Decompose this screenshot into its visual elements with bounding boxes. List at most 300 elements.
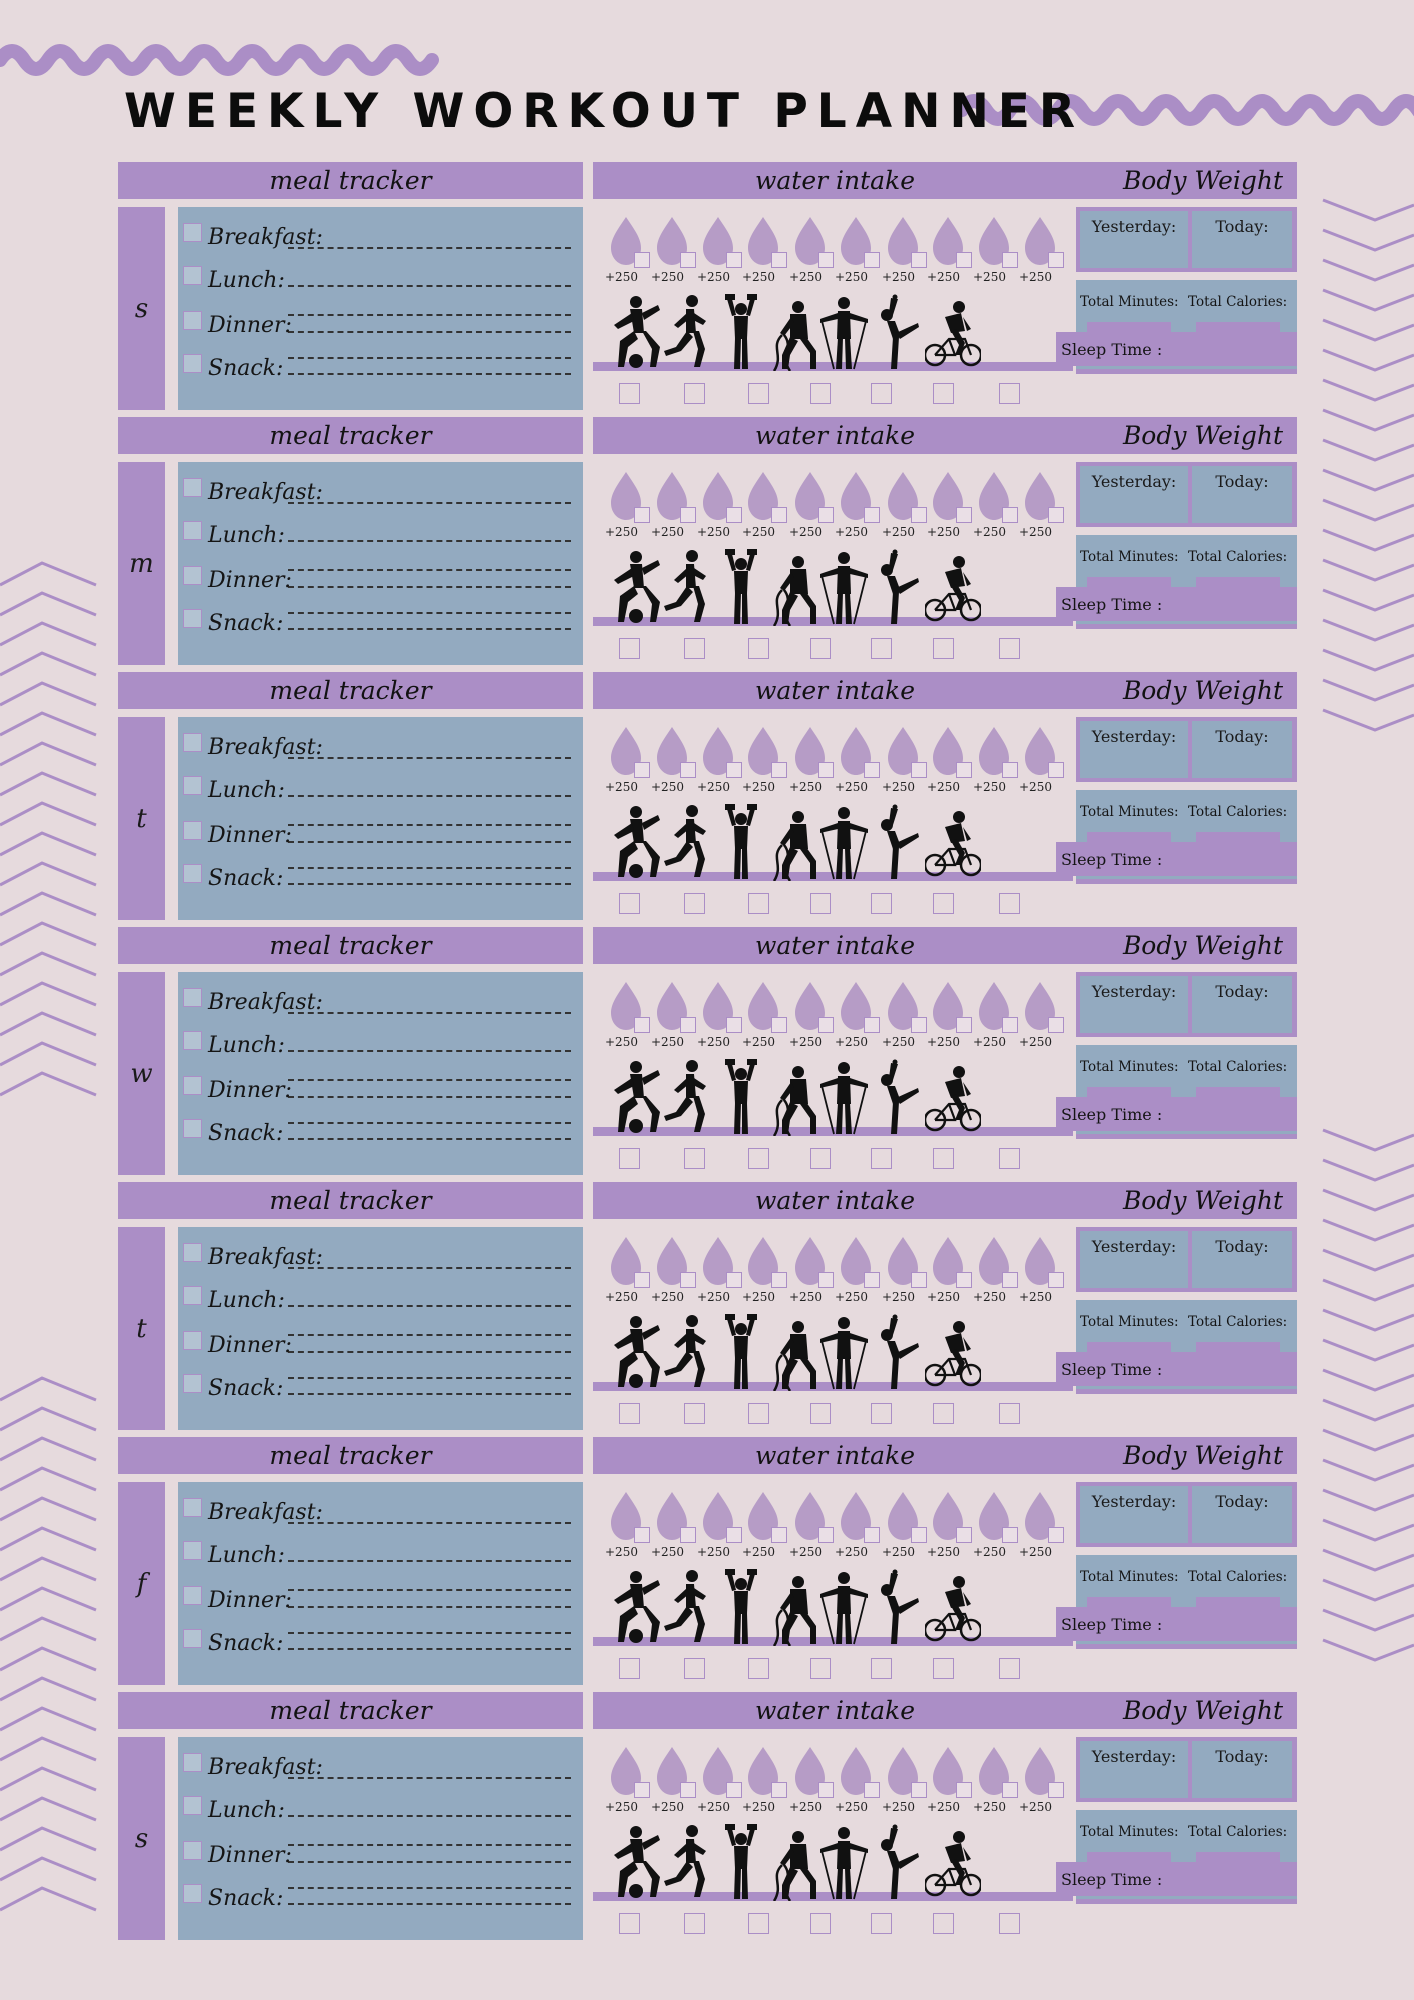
yesterday-label: Yesterday: [1091,727,1177,746]
water-checkbox[interactable] [956,507,972,523]
meal-checkbox[interactable] [183,1331,202,1350]
meal-label: Dinner: [208,1842,292,1868]
running-icon [656,1058,712,1136]
water-drop-icon [789,1745,828,1814]
exercise-checkbox[interactable] [748,1403,769,1424]
water-intake-label: water intake [754,676,916,705]
water-checkbox[interactable] [1048,1272,1064,1288]
exercise-checkbox[interactable] [933,893,954,914]
water-checkbox[interactable] [956,1017,972,1033]
dumbbell-press-icon [713,548,769,626]
page-title: WEEKLY WORKOUT PLANNER [124,84,1085,139]
meal-checkbox[interactable] [183,266,202,285]
water-checkbox[interactable] [911,507,927,523]
meal-tracker-label: meal tracker [269,1186,432,1215]
water-checkbox[interactable] [726,762,742,778]
water-checkbox[interactable] [771,252,787,268]
water-checkbox[interactable] [680,1782,696,1798]
meal-tracker-header [118,672,583,709]
exercise-checkbox[interactable] [619,638,640,659]
meal-checkbox[interactable] [183,1119,202,1138]
battle-ropes-icon [766,1313,822,1391]
meal-checkbox[interactable] [183,521,202,540]
exercise-checkbox[interactable] [748,1658,769,1679]
water-exercise-area [593,1737,1073,1940]
water-checkbox[interactable] [1048,1527,1064,1543]
exercise-checkbox[interactable] [810,383,831,404]
water-amount-label: +250 [973,1290,1006,1304]
water-checkbox[interactable] [634,1272,650,1288]
exercise-checkbox[interactable] [748,1913,769,1934]
meal-checkbox[interactable] [183,1031,202,1050]
water-checkbox[interactable] [1048,507,1064,523]
body-weight-label: Body Weight [1122,676,1284,705]
water-checkbox[interactable] [818,1527,834,1543]
exercise-checkbox[interactable] [871,1913,892,1934]
today-weight-field[interactable] [1192,1231,1292,1288]
meal-row [183,607,578,639]
meal-row [183,564,578,596]
water-checkbox[interactable] [634,1017,650,1033]
meal-row [183,1372,578,1404]
today-weight-field[interactable] [1192,1741,1292,1798]
water-checkbox[interactable] [956,1527,972,1543]
meal-label: Dinner: [208,1332,292,1358]
sleep-time-field[interactable] [1056,587,1297,621]
yesterday-weight-field[interactable] [1080,976,1188,1033]
water-checkbox[interactable] [634,252,650,268]
day-block-2 [118,672,1298,922]
water-checkbox[interactable] [864,762,880,778]
water-checkbox[interactable] [864,1017,880,1033]
today-label: Today: [1215,727,1269,746]
water-amount-label: +250 [651,1545,684,1559]
exercise-checkbox[interactable] [684,638,705,659]
exercise-checkbox[interactable] [810,638,831,659]
water-checkbox[interactable] [1048,252,1064,268]
water-drop-icon [927,1235,966,1304]
exercise-checkbox[interactable] [999,383,1020,404]
yesterday-label: Yesterday: [1091,1747,1177,1766]
yesterday-weight-field[interactable] [1080,211,1188,268]
exercise-checkbox[interactable] [933,638,954,659]
exercise-checkbox[interactable] [999,1148,1020,1169]
exercise-checkbox[interactable] [871,1403,892,1424]
water-checkbox[interactable] [956,252,972,268]
meal-row [183,1539,578,1571]
water-drop-icon [882,215,921,284]
exercise-checkbox[interactable] [871,383,892,404]
sleep-time-field[interactable] [1056,332,1297,366]
meal-row [183,1329,578,1361]
exercise-checkbox[interactable] [933,1403,954,1424]
water-checkbox[interactable] [818,1782,834,1798]
total-calories-label: Total Calories: [1188,1824,1288,1840]
exercise-checkbox[interactable] [684,383,705,404]
exercise-checkbox[interactable] [999,1658,1020,1679]
exercise-checkbox[interactable] [871,1658,892,1679]
water-amount-label: +250 [1019,780,1052,794]
water-checkbox[interactable] [1002,762,1018,778]
water-drop-icon [697,470,736,539]
meal-row [183,1751,578,1783]
exercise-checkbox[interactable] [684,1658,705,1679]
sleep-time-field[interactable] [1056,1607,1297,1641]
water-amount-label: +250 [882,1035,915,1049]
day-block-6 [118,1692,1298,1942]
yesterday-weight-field[interactable] [1080,721,1188,778]
water-drop-icon [605,470,644,539]
meal-panel [178,1227,583,1430]
water-amount-label: +250 [927,1035,960,1049]
exercise-checkbox[interactable] [810,1658,831,1679]
meal-label: Breakfast: [208,734,323,760]
water-checkbox[interactable] [911,252,927,268]
meal-row [183,1074,578,1106]
today-weight-field[interactable] [1192,466,1292,523]
exercise-checkbox[interactable] [619,893,640,914]
meal-row [183,731,578,763]
meal-checkbox[interactable] [183,1541,202,1560]
water-amount-label: +250 [882,1545,915,1559]
meal-checkbox[interactable] [183,1374,202,1393]
meal-tracker-label: meal tracker [269,166,432,195]
exercise-checkbox[interactable] [684,1148,705,1169]
water-checkbox[interactable] [1002,1782,1018,1798]
meal-checkbox[interactable] [183,1796,202,1815]
battle-ropes-icon [766,1568,822,1646]
water-checkbox[interactable] [956,762,972,778]
water-amount-label: +250 [789,525,822,539]
exercise-checkbox[interactable] [619,1913,640,1934]
exercise-checkbox[interactable] [933,1148,954,1169]
meal-checkbox[interactable] [183,566,202,585]
meal-checkbox[interactable] [183,1498,202,1517]
yesterday-weight-field[interactable] [1080,466,1188,523]
exercise-checkbox[interactable] [748,638,769,659]
body-weight-label: Body Weight [1122,1696,1284,1725]
water-checkbox[interactable] [680,252,696,268]
body-weight-panel [1076,1227,1297,1292]
water-checkbox[interactable] [864,252,880,268]
water-amount-label: +250 [605,270,638,284]
meal-checkbox[interactable] [183,609,202,628]
meal-checkbox[interactable] [183,1076,202,1095]
exercise-checkbox[interactable] [619,383,640,404]
water-checkbox[interactable] [1048,1017,1064,1033]
water-weight-header [593,672,1297,709]
water-drop-icon [927,1490,966,1559]
today-weight-field[interactable] [1192,721,1292,778]
meal-checkbox[interactable] [183,1243,202,1262]
water-intake-label: water intake [754,1186,916,1215]
exercise-checkbox[interactable] [810,893,831,914]
water-amount-label: +250 [835,1035,868,1049]
water-checkbox[interactable] [864,1782,880,1798]
water-checkbox[interactable] [680,1272,696,1288]
kettlebell-squat-icon [606,1823,662,1901]
today-label: Today: [1215,1747,1269,1766]
water-amount-label: +250 [882,525,915,539]
water-drop-icon [742,1490,781,1559]
water-checkbox[interactable] [726,1527,742,1543]
water-checkbox[interactable] [771,1017,787,1033]
water-amount-label: +250 [1019,1035,1052,1049]
yesterday-label: Yesterday: [1091,472,1177,491]
water-amount-label: +250 [973,1545,1006,1559]
meal-checkbox[interactable] [183,821,202,840]
water-drop-icon [927,980,966,1049]
water-amount-label: +250 [789,1035,822,1049]
water-checkbox[interactable] [634,762,650,778]
today-weight-field[interactable] [1192,211,1292,268]
water-checkbox[interactable] [818,762,834,778]
meal-row [183,774,578,806]
water-checkbox[interactable] [680,762,696,778]
water-drop-icon [605,215,644,284]
water-checkbox[interactable] [1048,1782,1064,1798]
left-chevrons-bottom [0,1378,96,1910]
meal-checkbox[interactable] [183,1629,202,1648]
water-checkbox[interactable] [1002,507,1018,523]
yesterday-weight-field[interactable] [1080,1486,1188,1543]
water-checkbox[interactable] [911,1017,927,1033]
water-checkbox[interactable] [1002,252,1018,268]
meal-tracker-label: meal tracker [269,1441,432,1470]
water-drop-icon [651,470,690,539]
exercise-checkbox[interactable] [810,1403,831,1424]
water-checkbox[interactable] [864,1527,880,1543]
meal-checkbox[interactable] [183,1753,202,1772]
water-amount-label: +250 [742,1290,775,1304]
yesterday-weight-field[interactable] [1080,1741,1188,1798]
exercise-checkbox[interactable] [684,1913,705,1934]
water-checkbox[interactable] [1002,1527,1018,1543]
water-weight-header [593,417,1297,454]
total-minutes-label: Total Minutes: [1080,804,1179,820]
water-drop-icon [605,1490,644,1559]
sleep-time-field[interactable] [1056,1862,1297,1896]
battle-ropes-icon [766,1058,822,1136]
water-amount-label: +250 [882,270,915,284]
body-weight-panel [1076,1482,1297,1547]
meal-label: Dinner: [208,822,292,848]
water-checkbox[interactable] [771,1527,787,1543]
water-checkbox[interactable] [634,1782,650,1798]
water-amount-label: +250 [742,1800,775,1814]
total-minutes-label: Total Minutes: [1080,294,1179,310]
exercise-checkbox[interactable] [999,1403,1020,1424]
exercise-checkbox[interactable] [619,1658,640,1679]
sleep-time-field[interactable] [1056,1097,1297,1131]
water-intake-label: water intake [754,421,916,450]
meal-checkbox[interactable] [183,311,202,330]
exercise-checkbox[interactable] [684,893,705,914]
water-checkbox[interactable] [956,1272,972,1288]
water-checkbox[interactable] [818,1017,834,1033]
water-checkbox[interactable] [726,1782,742,1798]
water-checkbox[interactable] [726,1017,742,1033]
meal-checkbox[interactable] [183,354,202,373]
water-drop-icon [835,1235,874,1304]
exercise-checkbox[interactable] [810,1148,831,1169]
day-block-0 [118,162,1298,412]
body-weight-label: Body Weight [1122,166,1284,195]
water-weight-header [593,1692,1297,1729]
water-drop-icon [1019,1745,1058,1814]
water-drop-icon [835,215,874,284]
water-exercise-area [593,462,1073,665]
meal-checkbox[interactable] [183,776,202,795]
meal-label: Lunch: [208,522,285,548]
water-amount-label: +250 [882,1290,915,1304]
exercise-checkbox[interactable] [748,383,769,404]
kettlebell-squat-icon [606,1568,662,1646]
water-drop-icon [789,980,828,1049]
total-calories-label: Total Calories: [1188,1059,1288,1075]
meal-row [183,309,578,341]
meal-checkbox[interactable] [183,223,202,242]
water-amount-label: +250 [651,1800,684,1814]
exercise-checkbox[interactable] [933,1658,954,1679]
exercise-checkbox[interactable] [748,893,769,914]
meal-checkbox[interactable] [183,988,202,1007]
cycling-icon [925,1058,981,1136]
water-checkbox[interactable] [726,507,742,523]
water-drop-icon [742,1235,781,1304]
meal-checkbox[interactable] [183,733,202,752]
water-checkbox[interactable] [771,1272,787,1288]
exercise-checkbox[interactable] [619,1403,640,1424]
meal-label: Snack: [208,610,284,636]
meal-tracker-header [118,1437,583,1474]
exercise-checkbox[interactable] [999,638,1020,659]
running-icon [656,1568,712,1646]
water-amount-label: +250 [789,270,822,284]
water-checkbox[interactable] [911,762,927,778]
water-drop-icon [927,470,966,539]
today-weight-field[interactable] [1192,976,1292,1033]
water-checkbox[interactable] [1002,1272,1018,1288]
water-amount-label: +250 [651,780,684,794]
water-amount-label: +250 [789,780,822,794]
day-letter: s [118,207,165,410]
right-chevrons-bottom [1323,1130,1414,1660]
water-checkbox[interactable] [818,1272,834,1288]
exercise-checkbox[interactable] [999,893,1020,914]
water-checkbox[interactable] [726,252,742,268]
body-weight-label: Body Weight [1122,931,1284,960]
yesterday-weight-field[interactable] [1080,1231,1188,1288]
meal-checkbox[interactable] [183,1884,202,1903]
water-amount-label: +250 [927,1290,960,1304]
water-checkbox[interactable] [680,1527,696,1543]
water-amount-label: +250 [973,780,1006,794]
water-drop-icon [697,1745,736,1814]
water-checkbox[interactable] [680,507,696,523]
water-amount-label: +250 [835,525,868,539]
water-checkbox[interactable] [956,1782,972,1798]
water-checkbox[interactable] [818,507,834,523]
meal-checkbox[interactable] [183,1841,202,1860]
total-minutes-label: Total Minutes: [1080,1824,1179,1840]
water-drop-icon [697,980,736,1049]
day-letter: t [118,717,165,920]
exercise-checkbox[interactable] [684,1403,705,1424]
exercise-checkbox[interactable] [619,1148,640,1169]
meal-row [183,1029,578,1061]
meal-checkbox[interactable] [183,1586,202,1605]
water-drop-icon [1019,725,1058,794]
exercise-checkbox[interactable] [871,1148,892,1169]
cycling-icon [925,803,981,881]
sleep-time-label: Sleep Time : [1061,339,1163,359]
water-amount-label: +250 [835,1290,868,1304]
water-drop-icon [973,725,1012,794]
water-checkbox[interactable] [864,507,880,523]
cycling-icon [925,293,981,371]
meal-label: Snack: [208,355,284,381]
meal-checkbox[interactable] [183,1286,202,1305]
water-drop-icon [973,215,1012,284]
meal-label: Snack: [208,1630,284,1656]
water-checkbox[interactable] [634,1527,650,1543]
cycling-icon [925,1313,981,1391]
water-checkbox[interactable] [864,1272,880,1288]
water-drop-icon [697,725,736,794]
meal-panel [178,1737,583,1940]
meal-checkbox[interactable] [183,864,202,883]
water-checkbox[interactable] [818,252,834,268]
water-checkbox[interactable] [680,1017,696,1033]
meal-row [183,221,578,253]
water-checkbox[interactable] [1002,1017,1018,1033]
water-drop-icon [1019,215,1058,284]
sleep-time-field[interactable] [1056,842,1297,876]
water-checkbox[interactable] [911,1782,927,1798]
exercise-checkbox[interactable] [999,1913,1020,1934]
exercise-checkbox[interactable] [933,383,954,404]
sleep-time-field[interactable] [1056,1352,1297,1386]
exercise-checkbox[interactable] [933,1913,954,1934]
water-amount-label: +250 [927,780,960,794]
water-checkbox[interactable] [771,762,787,778]
water-checkbox[interactable] [911,1272,927,1288]
meal-checkbox[interactable] [183,478,202,497]
water-checkbox[interactable] [771,507,787,523]
water-checkbox[interactable] [1048,762,1064,778]
exercise-checkbox[interactable] [748,1148,769,1169]
sleep-time-label: Sleep Time : [1061,594,1163,614]
day-letter: m [118,462,165,665]
water-weight-header [593,162,1297,199]
today-weight-field[interactable] [1192,1486,1292,1543]
exercise-checkbox[interactable] [871,638,892,659]
water-drop-icon [882,1235,921,1304]
water-checkbox[interactable] [771,1782,787,1798]
yoga-pose-icon [863,1058,919,1136]
battle-ropes-icon [766,1823,822,1901]
water-drop-icon [789,1490,828,1559]
exercise-checkbox[interactable] [871,893,892,914]
sleep-time-label: Sleep Time : [1061,1359,1163,1379]
water-checkbox[interactable] [726,1272,742,1288]
meal-row [183,1241,578,1273]
yesterday-label: Yesterday: [1091,982,1177,1001]
exercise-checkbox[interactable] [810,1913,831,1934]
water-checkbox[interactable] [634,507,650,523]
water-checkbox[interactable] [911,1527,927,1543]
